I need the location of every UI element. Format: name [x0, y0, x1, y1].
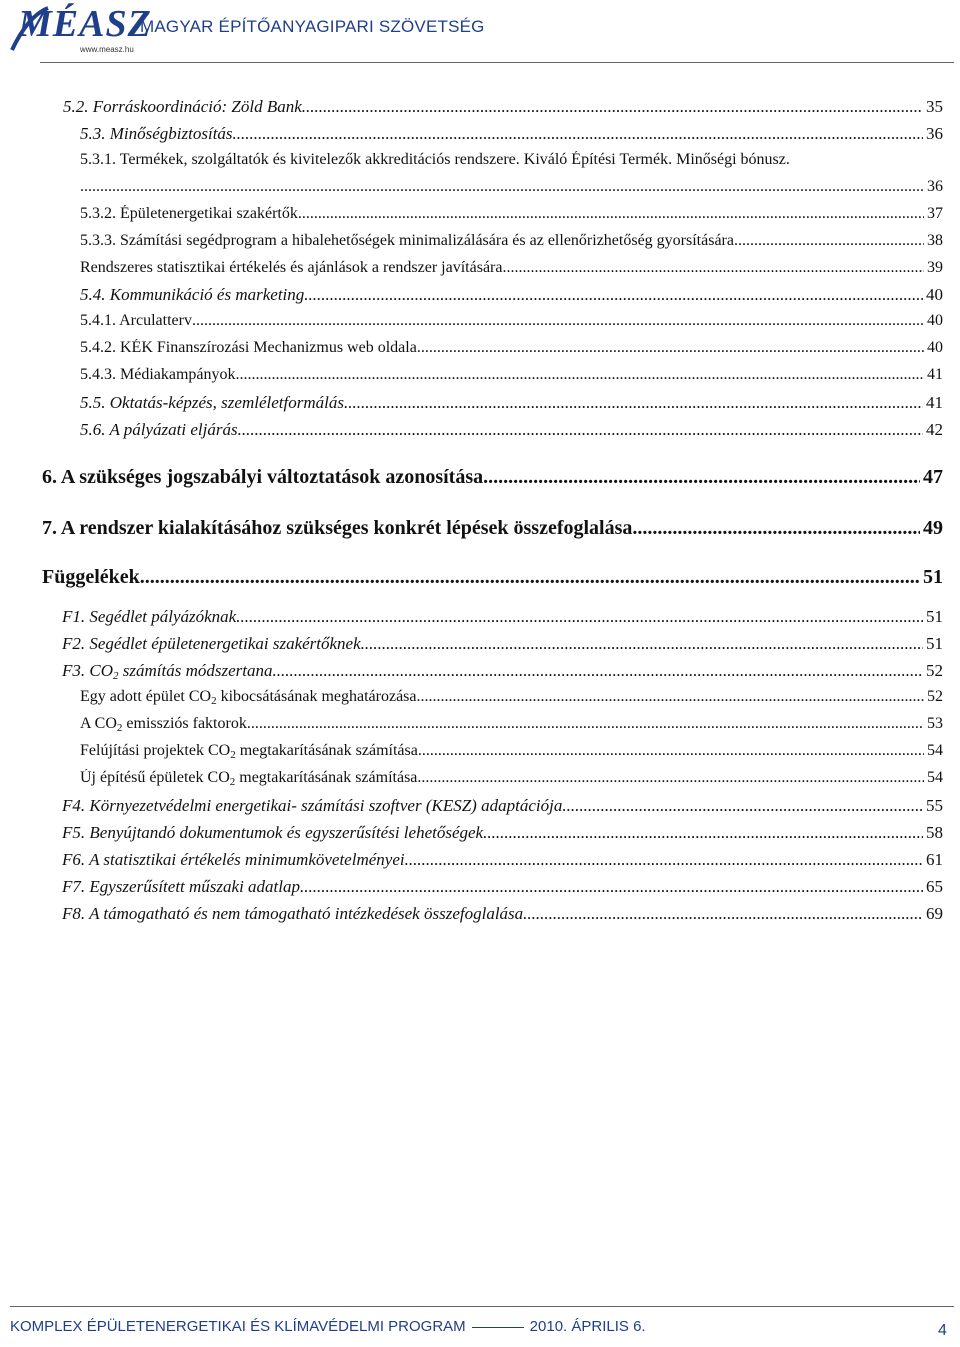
toc-leader-dots	[298, 205, 924, 223]
toc-leader-dots	[247, 715, 924, 733]
toc-entry-label: 7. A rendszer kialakításához szükséges konkrét lépések összefoglalása	[42, 517, 633, 539]
toc-entry-page: 40	[927, 312, 943, 329]
toc-leader-dots	[523, 904, 923, 924]
toc-entry-page: 42	[926, 420, 943, 439]
toc-entry-label: 5.3.1. Termékek, szolgáltatók és kivitelezők akkreditációs rendszere. Kiváló Építési Termék. Minőségi bónusz.	[80, 151, 790, 168]
footer-date: 2010. ÁPRILIS 6.	[529, 1318, 646, 1335]
subscript: 2	[230, 749, 236, 760]
toc-entry[interactable]	[80, 339, 943, 357]
toc-entry-page: 41	[926, 393, 943, 412]
toc-leader-dots	[417, 339, 924, 357]
toc-entry-page: 53	[927, 715, 943, 732]
toc-entry-label	[80, 769, 417, 787]
footer-divider	[10, 1306, 954, 1307]
toc-entry[interactable]	[80, 312, 943, 330]
toc-chapter-entry[interactable]	[42, 466, 943, 489]
toc-entry-page: 52	[927, 688, 943, 705]
toc-label-part: A CO	[80, 715, 117, 732]
logo-text: MÉASZ	[18, 3, 152, 45]
toc-leader-dots	[300, 877, 923, 897]
subscript: 2	[113, 670, 119, 681]
toc-leader-dots	[483, 823, 923, 843]
toc-leader-dots	[140, 566, 920, 589]
toc-leader-dots	[417, 769, 924, 787]
page-number: 4	[938, 1322, 947, 1339]
toc-entry-page: 36	[926, 124, 943, 143]
subscript: 2	[116, 722, 123, 733]
toc-leader-dots	[502, 259, 924, 277]
toc-leader-dots	[361, 634, 923, 654]
toc-entry-label: 5.4. Kommunikáció és marketing	[80, 285, 305, 304]
toc-entry-page: 38	[927, 232, 943, 249]
toc-label-part: megtakarításának számítása	[235, 769, 418, 786]
toc-leader-dots	[418, 742, 924, 760]
toc-entry-label: Rendszeres statisztikai értékelés és ajánlások a rendszer javítására	[80, 259, 503, 276]
toc-entry[interactable]	[80, 393, 943, 413]
toc-leader-dots	[233, 124, 923, 144]
toc-leader-dots	[632, 517, 920, 540]
toc-entry-page: 58	[926, 823, 943, 842]
logo-url: www.measz.hu	[80, 45, 134, 54]
toc-leader-dots	[302, 97, 923, 117]
toc-entry[interactable]	[80, 232, 943, 250]
toc-label-part: számítás módszertana	[118, 661, 273, 680]
toc-leader-dots	[734, 232, 924, 250]
toc-entry[interactable]	[80, 285, 943, 305]
toc-entry-page: 49	[923, 517, 943, 539]
toc-entry-page: 61	[926, 850, 943, 869]
subscript: 2	[229, 776, 236, 787]
toc-entry[interactable]	[62, 850, 943, 870]
toc-entry[interactable]	[80, 151, 943, 169]
toc-leader-dots	[304, 285, 923, 305]
toc-leader-dots	[344, 393, 923, 413]
toc-entry[interactable]	[80, 688, 943, 706]
toc-entry-label: 5.4.1. Arculatterv	[80, 312, 192, 329]
toc-entry[interactable]	[62, 823, 943, 843]
toc-leader-dots	[236, 607, 923, 627]
toc-label-part: Felújítási projektek CO	[80, 742, 231, 759]
toc-entry-label: 6. A szükséges jogszabályi változtatások azonosítása	[42, 466, 484, 488]
toc-entry-page: 40	[926, 285, 943, 304]
toc-entry-label	[80, 688, 417, 706]
toc-entry-label: F4. Környezetvédelmi energetikai- számítási szoftver (KESZ) adaptációja	[62, 796, 563, 815]
toc-entry-page: 54	[927, 742, 943, 759]
toc-entry-page: 69	[926, 904, 943, 923]
toc-entry-page: 51	[926, 634, 943, 653]
toc-leader-dots	[238, 420, 923, 440]
toc-entry-label: 5.4.2. KÉK Finanszírozási Mechanizmus web oldala	[80, 339, 417, 356]
toc-entry[interactable]	[80, 366, 943, 384]
toc-entry-page: 40	[927, 339, 943, 356]
page-header	[0, 0, 960, 60]
toc-entry-label: F1. Segédlet pályázóknak	[62, 607, 237, 626]
toc-label-part: Új építésű épületek CO	[80, 769, 230, 786]
page-footer	[10, 1318, 646, 1335]
toc-entry-page: 51	[926, 607, 943, 626]
toc-entry-page: 55	[926, 796, 943, 815]
toc-label-part: Egy adott épület CO	[80, 688, 212, 705]
toc-entry-label: 5.6. A pályázati eljárás	[80, 420, 238, 439]
toc-leader-dots	[417, 688, 925, 706]
toc-label-part: emissziós faktorok	[122, 715, 247, 732]
toc-entry-page: 65	[926, 877, 943, 896]
toc-entry-label: F5. Benyújtandó dokumentumok és egyszerűsítési lehetőségek	[62, 823, 484, 842]
toc-label-part: kibocsátásának meghatározása	[216, 688, 417, 705]
toc-entry[interactable]	[62, 661, 943, 681]
toc-leader-dots	[405, 850, 923, 870]
toc-leader-dots	[192, 312, 924, 330]
toc-leader-dots	[236, 366, 924, 384]
toc-entry-label	[62, 661, 272, 681]
toc-entry-label: Függelékek	[42, 566, 140, 588]
toc-leader-dots	[80, 178, 924, 196]
toc-entry-label: 5.2. Forráskoordináció: Zöld Bank	[63, 97, 302, 116]
toc-entry[interactable]	[62, 904, 943, 924]
toc-entry-label	[80, 715, 247, 733]
toc-entry-label: 5.3.2. Épületenergetikai szakértők	[80, 205, 298, 222]
organization-name: MAGYAR ÉPÍTŐANYAGIPARI SZÖVETSÉG	[140, 17, 485, 36]
toc-entry[interactable]	[62, 607, 943, 627]
toc-entry-label: 5.4.3. Médiakampányok	[80, 366, 236, 383]
toc-entry-label: 5.3.3. Számítási segédprogram a hibalehetőségek minimalizálására és az ellenőrizhetőség gyorsítására	[80, 232, 734, 249]
toc-entry-label: 5.5. Oktatás-képzés, szemléletformálás	[80, 393, 344, 412]
toc-entry[interactable]	[80, 420, 943, 440]
toc-entry[interactable]	[80, 715, 943, 733]
toc-entry[interactable]	[62, 796, 943, 816]
toc-entry-page: 35	[926, 97, 943, 116]
toc-entry-page: 51	[923, 566, 943, 588]
toc-label-part: F3. CO	[62, 661, 113, 680]
toc-chapter-entry[interactable]	[42, 517, 943, 540]
toc-entry-label: F7. Egyszerűsített műszaki adatlap	[62, 877, 300, 896]
subscript: 2	[211, 695, 217, 706]
toc-entry-page: 39	[927, 259, 943, 276]
toc-entry-page: 54	[927, 769, 943, 786]
toc-entry-label: F2. Segédlet épületenergetikai szakértőknek	[62, 634, 361, 653]
toc-entry-label: F8. A támogatható és nem támogatható intézkedések összefoglalása	[62, 904, 524, 923]
toc-entry-page: 37	[927, 205, 943, 222]
toc-leader-dots	[562, 796, 923, 816]
toc-entry[interactable]	[80, 205, 943, 223]
toc-leader-dots	[483, 466, 920, 489]
toc-entry-page: 36	[927, 178, 943, 195]
toc-entry-label: F6. A statisztikai értékelés minimumkövetelményei	[62, 850, 405, 869]
header-divider	[40, 62, 954, 63]
toc-entry[interactable]	[62, 877, 943, 897]
toc-label-part: megtakarításának számítása	[235, 742, 418, 759]
toc-entry-label	[80, 742, 418, 760]
toc-entry[interactable]	[80, 124, 943, 144]
toc-entry-page: 41	[927, 366, 943, 383]
footer-separator-line	[472, 1327, 524, 1328]
toc-entry[interactable]	[62, 634, 943, 654]
toc-entry[interactable]	[80, 259, 943, 277]
toc-entry-page: 52	[926, 661, 943, 680]
toc-entry[interactable]	[80, 742, 943, 760]
toc-entry[interactable]	[80, 769, 943, 787]
toc-entry-page: 47	[923, 466, 943, 488]
toc-chapter-entry[interactable]	[42, 566, 943, 589]
toc-entry-label: 5.3. Minőségbiztosítás	[80, 124, 233, 143]
footer-program-title: KOMPLEX ÉPÜLETENERGETIKAI ÉS KLÍMAVÉDELMI PROGRAM	[10, 1318, 466, 1335]
measz-logo	[10, 2, 152, 56]
toc-entry[interactable]	[63, 97, 943, 117]
toc-entry-continuation[interactable]	[80, 178, 943, 196]
toc-leader-dots	[272, 661, 923, 681]
